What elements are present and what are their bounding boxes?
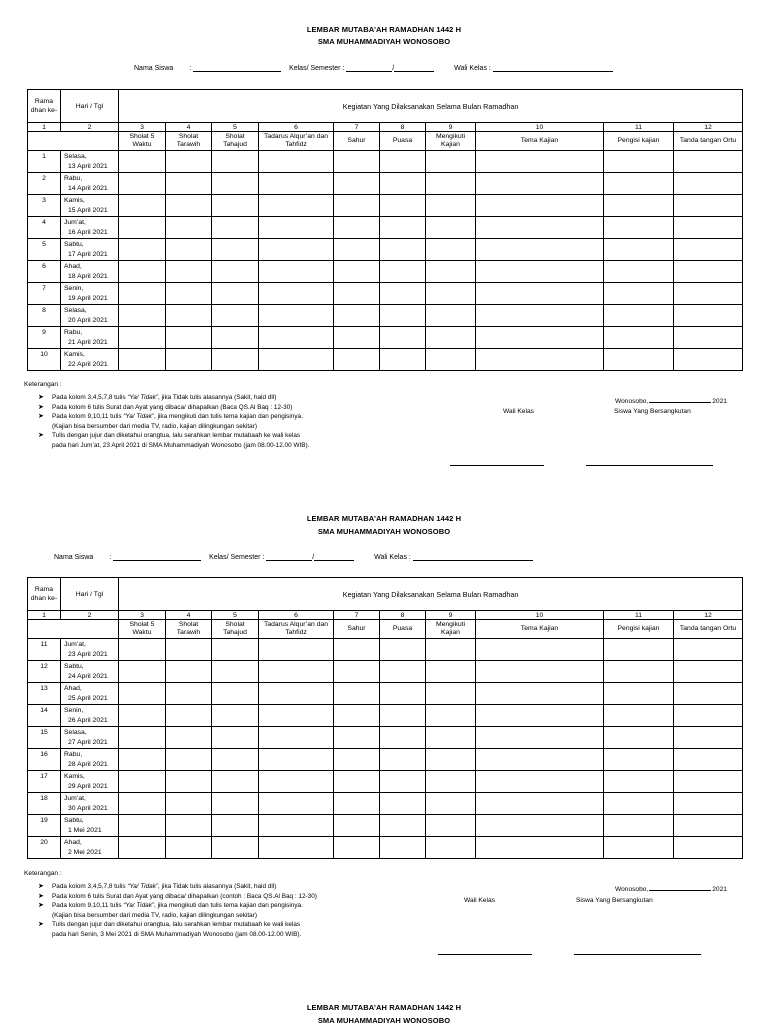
day-name: Ahad, — [64, 685, 82, 692]
ramadhan-day-number: 2 — [28, 173, 61, 195]
col-hari-header: Hari / Tgl — [61, 578, 119, 611]
col-ramadhan-header: Rama dhan ke- — [28, 578, 61, 611]
col-pengisi: Pengisi kajian — [604, 132, 674, 151]
sheet-title: LEMBAR MUTABA’AH RAMADHAN 1442 H — [306, 1003, 462, 1012]
note-2: ➤ Pada kolom 6 tulis Surat dan Ayat yang dibaca/ dihapalkan (Baca QS.Al Baq : 12-30) — [38, 403, 293, 411]
day-name: Sabtu, — [64, 663, 84, 670]
col-tema: Tema Kajian — [476, 620, 604, 639]
signature-date: Wonosobo, 2021 — [615, 398, 727, 405]
date-text: 20 April 2021 — [68, 316, 108, 324]
col-tema: Tema Kajian — [476, 132, 604, 151]
ramadhan-day-number: 11 — [28, 639, 61, 661]
column-numbers: 1 2 3 4 5 6 7 8 9 10 11 12 — [28, 611, 743, 620]
day-name: Rabu, — [64, 329, 83, 336]
day-name: Senin, — [64, 285, 84, 292]
col-kajian: Mengikuti Kajian — [426, 620, 476, 639]
date-text: 18 April 2021 — [68, 272, 108, 280]
ramadhan-day-number: 14 — [28, 705, 61, 727]
ramadhan-day-number: 20 — [28, 837, 61, 859]
keterangan-label: Keterangan : — [24, 381, 62, 388]
kelas-label: Kelas/ Semester — [209, 554, 261, 561]
ramadhan-day-number: 7 — [28, 283, 61, 305]
kelas-label: Kelas/ Semester — [289, 65, 341, 72]
school-name: SMA MUHAMMADIYAH WONOSOBO — [317, 1016, 451, 1024]
col-sholat5: Sholat 5 Waktu — [119, 620, 166, 639]
arrow-icon: ➤ — [38, 413, 44, 421]
info-row: Nama Siswa : Kelas/ Semester : / Wali Kelas : — [134, 64, 613, 72]
ramadhan-day-number: 15 — [28, 727, 61, 749]
col-pengisi: Pengisi kajian — [604, 620, 674, 639]
day-name: Ahad, — [64, 263, 82, 270]
date-text: 25 April 2021 — [68, 694, 108, 702]
note-4: ➤ Tulis dengan jujur dan diketahui orangtua, lalu serahkan lembar mutabaah ke wali kelas — [38, 921, 301, 929]
arrow-icon: ➤ — [38, 403, 44, 411]
school-name: SMA MUHAMMADIYAH WONOSOBO — [317, 527, 451, 536]
day-name: Senin, — [64, 707, 84, 714]
day-name: Sabtu, — [64, 817, 84, 824]
col-tarawih: Sholat Tarawih — [166, 132, 212, 151]
day-name: Kamis, — [64, 351, 85, 358]
day-name: Ahad, — [64, 839, 82, 846]
column-numbers: 1 2 3 4 5 6 7 8 9 10 11 12 — [28, 123, 743, 132]
day-name: Rabu, — [64, 175, 83, 182]
kegiatan-header: Kegiatan Yang Dilaksanakan Selama Bulan Ramadhan — [119, 90, 743, 123]
signature-date: Wonosobo, 2021 — [615, 886, 727, 893]
wali-label: Wali Kelas — [454, 65, 487, 72]
arrow-icon: ➤ — [38, 883, 44, 890]
siswa-label: Siswa Yang Bersangkutan — [576, 897, 653, 904]
ramadhan-day-number: 16 — [28, 749, 61, 771]
date-text: 23 April 2021 — [68, 650, 108, 658]
day-name: Kamis, — [64, 197, 85, 204]
date-text: 30 April 2021 — [68, 804, 108, 812]
date-text: 19 April 2021 — [68, 294, 108, 302]
col-tadarus: Tadarus Alqur’an dan Tahfidz — [259, 620, 334, 639]
ramadhan-day-number: 6 — [28, 261, 61, 283]
col-ttd: Tanda tangan Ortu — [674, 620, 743, 639]
day-name: Selasa, — [64, 729, 87, 736]
wali-kelas-label: Wali Kelas — [464, 897, 495, 904]
date-text: 21 April 2021 — [68, 338, 108, 346]
arrow-icon: ➤ — [38, 902, 44, 910]
col-ttd: Tanda tangan Ortu — [674, 132, 743, 151]
date-text: 26 April 2021 — [68, 716, 108, 724]
ramadhan-day-number: 10 — [28, 349, 61, 371]
ramadhan-day-number: 9 — [28, 327, 61, 349]
wali-label: Wali Kelas — [374, 554, 407, 561]
wali-kelas-label: Wali Kelas — [503, 408, 534, 415]
col-tahajud: Sholat Tahajud — [212, 620, 259, 639]
note-3: ➤ Pada kolom 9,10,11 tulis “Ya/ Tidak”, jika mengikuti dan tulis tema kajian dan pengisinya. — [38, 413, 303, 421]
day-name: Selasa, — [64, 153, 87, 160]
ramadhan-day-number: 5 — [28, 239, 61, 261]
ramadhan-day-number: 18 — [28, 793, 61, 815]
col-kajian: Mengikuti Kajian — [426, 132, 476, 151]
note-4: ➤ Tulis dengan jujur dan diketahui orangtua, lalu serahkan lembar mutabaah ke wali kelas — [38, 432, 301, 440]
date-text: 27 April 2021 — [68, 738, 108, 746]
date-text: 2 Mei 2021 — [68, 848, 102, 856]
arrow-icon: ➤ — [38, 921, 44, 929]
col-ramadhan-header: Rama dhan ke- — [28, 90, 61, 123]
notes-list: ➤ Pada kolom 3,4,5,7,8 tulis “Ya/ Tidak”, jika Tidak tulis alasannya (Sakit, haid dll) ➤ Pada kolom 6 tulis Surat dan Ayat yang dibaca/ dihapalkan (Baca QS.Al Baq : 12-30) ➤ Pada kolom 9,10,11 tulis “Ya/ Tidak”, jika mengikuti dan tulis tema kajian dan pengisinya. (Kajian bisa bersumber dari media TV, radio, kajian dilingkungan sekitar) ➤ Tulis dengan jujur dan diketahui orangtua, lalu serahkan lembar mutabaah ke wali kelas pada hari Jum’at, 23 April 2021 di SMA Muhammadiyah Wonosobo (jam 08.00-12.00 WIB). — [38, 393, 458, 451]
siswa-label: Siswa Yang Bersangkutan — [614, 408, 691, 415]
day-name: Selasa, — [64, 307, 87, 314]
date-text: 15 April 2021 — [68, 206, 108, 214]
date-text: 22 April 2021 — [68, 360, 108, 368]
sheet-title: LEMBAR MUTABA’AH RAMADHAN 1442 H — [306, 514, 462, 523]
ramadhan-day-number: 1 — [28, 151, 61, 173]
col-puasa: Puasa — [380, 132, 426, 151]
note-3: ➤ Pada kolom 9,10,11 tulis “Ya/ Tidak”, jika mengikuti dan tulis tema kajian dan pengisinya. — [38, 902, 303, 910]
notes-list: ➤ Pada kolom 3,4,5,7,8 tulis “Ya/ Tidak”, jika Tidak tulis alasannya (Sakit, haid dll) ➤ Pada kolom 6 tulis Surat dan Ayat yang dibaca/ dihapalkan (contoh : Baca QS.Al Baq : 12-30) ➤ Pada kolom 9,10,11 tulis “Ya/ Tidak”, jika mengikuti dan tulis tema kajian dan pengisinya. (Kajian bisa bersumber dari media TV, radio, kajian dilingkungan sekitar) ➤ Tulis dengan jujur dan diketahui orangtua, lalu serahkan lembar mutabaah ke wali kelas pada hari Senin, 3 Mei 2021 di SMA Muhammadiyah Wonosobo (jam 08.00-12.00 WIB). — [38, 882, 458, 940]
day-name: Jum’at, — [64, 641, 86, 648]
date-text: 29 April 2021 — [68, 782, 108, 790]
day-name: Rabu, — [64, 751, 83, 758]
col-tadarus: Tadarus Alqur’an dan Tahfidz — [259, 132, 334, 151]
note-2: ➤ Pada kolom 6 tulis Surat dan Ayat yang dibaca/ dihapalkan (contoh : Baca QS.Al Baq : 12-30) — [38, 892, 317, 900]
ramadhan-day-number: 3 — [28, 195, 61, 217]
sheet-title: LEMBAR MUTABA’AH RAMADHAN 1442 H — [306, 25, 462, 34]
note-1: ➤ Pada kolom 3,4,5,7,8 tulis “Ya/ Tidak”, jika Tidak tulis alasannya (Sakit, haid dll) — [38, 394, 277, 401]
col-sahur: Sahur — [334, 132, 380, 151]
day-name: Sabtu, — [64, 241, 84, 248]
day-name: Jum’at, — [64, 795, 86, 802]
date-text: 24 April 2021 — [68, 672, 108, 680]
col-tahajud: Sholat Tahajud — [212, 132, 259, 151]
nama-label: Nama Siswa — [54, 554, 94, 561]
date-text: 28 April 2021 — [68, 760, 108, 768]
arrow-icon: ➤ — [38, 892, 44, 900]
ramadhan-day-number: 4 — [28, 217, 61, 239]
col-sahur: Sahur — [334, 620, 380, 639]
date-text: 16 April 2021 — [68, 228, 108, 236]
keterangan-label: Keterangan : — [24, 870, 62, 877]
col-sholat5: Sholat 5 Waktu — [119, 132, 166, 151]
arrow-icon: ➤ — [38, 394, 44, 401]
arrow-icon: ➤ — [38, 432, 44, 440]
kegiatan-header: Kegiatan Yang Dilaksanakan Selama Bulan Ramadhan — [119, 578, 743, 611]
ramadhan-day-number: 13 — [28, 683, 61, 705]
ramadhan-day-number: 19 — [28, 815, 61, 837]
ramadhan-day-number: 8 — [28, 305, 61, 327]
note-1: ➤ Pada kolom 3,4,5,7,8 tulis “Ya/ Tidak”, jika Tidak tulis alasannya (Sakit, haid dll) — [38, 883, 277, 890]
nama-label: Nama Siswa — [134, 65, 174, 72]
day-name: Jum’at, — [64, 219, 86, 226]
date-text: 1 Mei 2021 — [68, 826, 102, 834]
date-text: 14 April 2021 — [68, 184, 108, 192]
info-row: Nama Siswa : Kelas/ Semester : / Wali Kelas : — [54, 553, 533, 561]
col-hari-header: Hari / Tgl — [61, 90, 119, 123]
ramadhan-day-number: 12 — [28, 661, 61, 683]
col-tarawih: Sholat Tarawih — [166, 620, 212, 639]
date-text: 17 April 2021 — [68, 250, 108, 258]
date-text: 13 April 2021 — [68, 162, 108, 170]
school-name: SMA MUHAMMADIYAH WONOSOBO — [317, 37, 451, 46]
col-puasa: Puasa — [380, 620, 426, 639]
ramadhan-day-number: 17 — [28, 771, 61, 793]
day-name: Kamis, — [64, 773, 85, 780]
